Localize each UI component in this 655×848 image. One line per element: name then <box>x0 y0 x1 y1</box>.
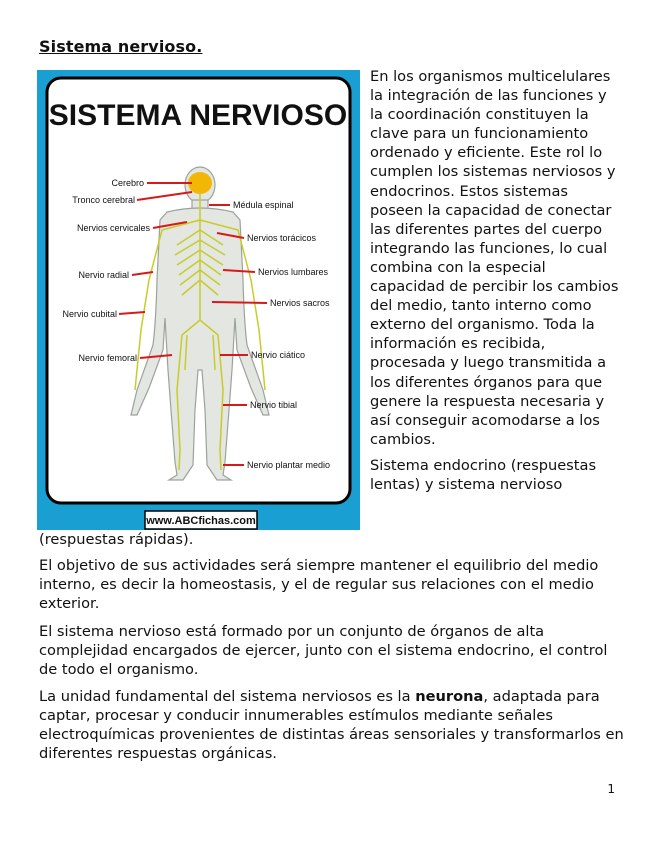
figure-footer: www.ABCfichas.com <box>146 515 256 527</box>
label-cerebro: Cerebro <box>111 178 144 188</box>
intro-paragraph: En los organismos multicelulares la integración de las funciones y la coordinación constituyen la clave para un funcionamiento ordenado y eficiente. Este rol lo cumplen los sistemas nerviosos y endocrinos. Estos sistemas poseen la capacidad de conectar las diferentes partes del cuerpo integrando las funciones, lo cual combina con la especial capacidad de percibir los cambios del medio, tanto interno como externo del organismo. Toda la información es recibida, procesada y luego transmitida a los diferentes órganos para que genere la respuesta necesaria y así conseguir acomodarse a los cambios. <box>370 68 619 448</box>
systems-paragraph-start: Sistema endocrino (respuestas lentas) y sistema nervioso <box>370 456 597 493</box>
label-ciatico: Nervio ciático <box>251 350 306 360</box>
composition-paragraph-block <box>39 622 624 679</box>
label-femoral: Nervio femoral <box>78 353 137 363</box>
figure-title: SISTEMA NERVIOSO <box>48 99 348 132</box>
objective-paragraph: El objetivo de sus actividades será siempre mantener el equilibrio del medio interno, es decir la homeostasis, y el de regular sus relaciones con el medio exterior. <box>39 557 599 613</box>
systems-paragraph-end: (respuestas rápidas). <box>39 531 194 548</box>
neuron-text-before: La unidad fundamental del sistema nerviosos es la <box>39 688 416 705</box>
page-title: Sistema nervioso. <box>39 37 203 56</box>
label-cubital: Nervio cubital <box>62 309 117 319</box>
label-plantar: Nervio plantar medio <box>247 460 331 470</box>
label-lumbares: Nervios lumbares <box>258 267 329 277</box>
label-toracicos: Nervios torácicos <box>247 233 317 243</box>
intro-paragraph-block <box>370 67 620 494</box>
neuron-paragraph <box>39 687 624 763</box>
label-tibial: Nervio tibial <box>250 400 298 410</box>
label-cervicales: Nervios cervicales <box>76 223 150 233</box>
label-tronco: Tronco cerebral <box>72 195 135 205</box>
label-sacros: Nervios sacros <box>270 298 330 308</box>
neuron-paragraph-block <box>39 687 624 763</box>
systems-paragraph-end-block <box>39 530 624 549</box>
neuron-text-after: , adaptada para captar, procesar y conducir innumerables estímulos mediante señales electroquímicas provenientes de distintas áreas sensoriales y transformarlos en diferentes respuestas orgánicas. <box>39 688 624 763</box>
label-medula: Médula espinal <box>233 200 294 210</box>
nervous-system-figure <box>37 70 360 530</box>
composition-paragraph: El sistema nervioso está formado por un conjunto de órganos de alta complejidad encargados de ejercer, junto con el sistema endocrino, el control de todo el organismo. <box>39 623 608 679</box>
neuron-term: neurona <box>415 688 484 705</box>
objective-paragraph-block <box>39 556 624 613</box>
label-radial: Nervio radial <box>78 270 129 280</box>
page-number: 1 <box>607 782 615 796</box>
